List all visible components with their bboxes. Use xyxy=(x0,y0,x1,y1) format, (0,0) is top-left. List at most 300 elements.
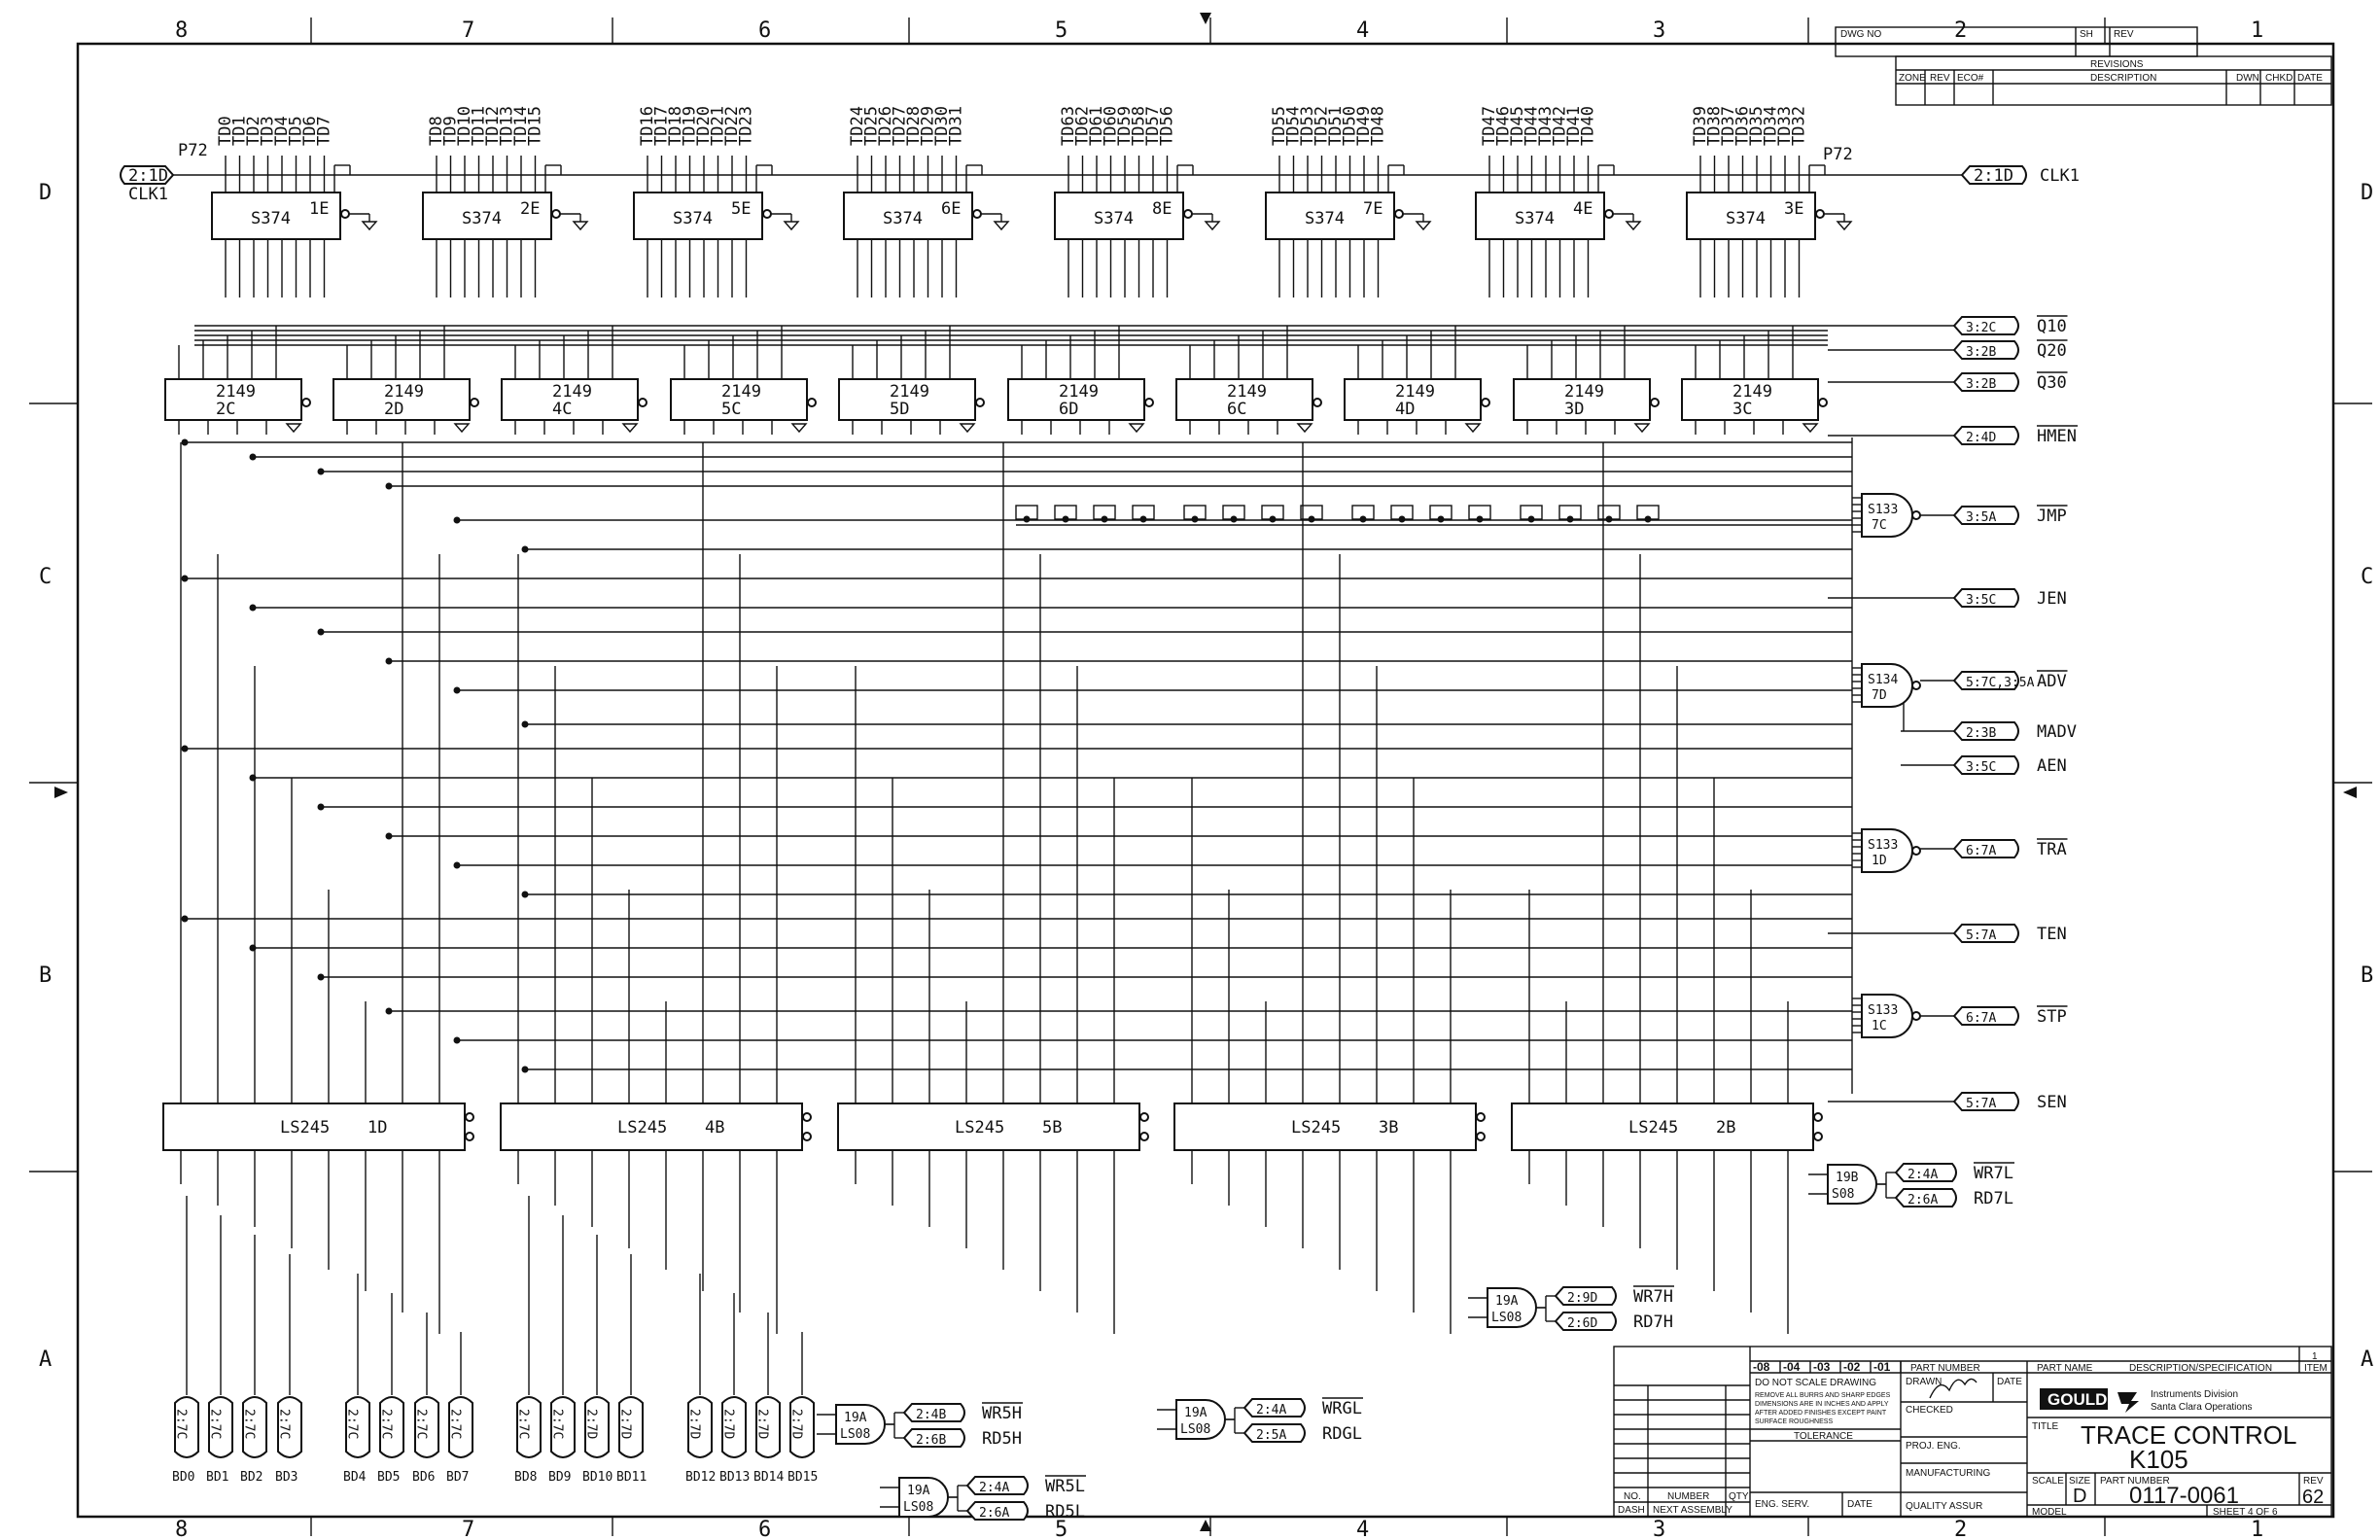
latch-input-label: TD14 xyxy=(511,106,531,146)
offpage-signal-name: STP xyxy=(2037,1007,2067,1027)
junction-dot xyxy=(454,517,461,524)
next-assembly-label: NEXT ASSEMBLY xyxy=(1653,1505,1732,1516)
latch-input-label: TD57 xyxy=(1143,106,1163,146)
quality-label: QUALITY ASSUR xyxy=(1906,1501,1983,1512)
ram-ce-bubble xyxy=(1651,399,1659,406)
gate-ref: 19A xyxy=(1184,1406,1208,1420)
decode-ref: 2:6A xyxy=(979,1506,1010,1521)
rev-label-2: REV xyxy=(2303,1476,2324,1487)
zone-col-bottom: 4 xyxy=(1356,1518,1370,1540)
latch-input-label: TD48 xyxy=(1368,106,1388,146)
gate-dev: LS08 xyxy=(903,1500,934,1515)
offpage-signal-name: AEN xyxy=(2037,756,2067,776)
ground-symbol xyxy=(1838,222,1851,229)
latch-input-label: TD37 xyxy=(1719,106,1738,146)
latch-input-label: TD2 xyxy=(244,116,263,146)
zone-col-bottom: 7 xyxy=(462,1518,475,1540)
latch-input-label: TD49 xyxy=(1354,106,1374,146)
rev-col-header: DESCRIPTION xyxy=(2090,73,2157,84)
bus-signal-name: BD2 xyxy=(240,1470,263,1485)
zone-col-top: 6 xyxy=(758,18,772,43)
latch-input-label: TD17 xyxy=(651,106,672,146)
gate-bubble xyxy=(1912,847,1920,855)
latch-type: S374 xyxy=(673,209,713,228)
bus-signal-name: BD5 xyxy=(377,1470,401,1485)
decode-ref: 2:6D xyxy=(1567,1316,1598,1331)
bus-signal-name: BD13 xyxy=(719,1470,751,1485)
bus-ref: 2:7C xyxy=(207,1409,223,1440)
zone-grid xyxy=(29,13,2373,1540)
latch-input-label: TD35 xyxy=(1747,106,1767,146)
latch-input-label: TD5 xyxy=(286,116,306,146)
do-not-scale: DO NOT SCALE DRAWING xyxy=(1755,1378,1877,1388)
junction-dot xyxy=(522,721,529,728)
item-label: ITEM xyxy=(2304,1363,2328,1374)
latch-oe-bubble xyxy=(763,210,771,218)
sh-label: SH xyxy=(2080,29,2093,40)
latch-input-label: TD36 xyxy=(1732,106,1753,146)
zone-col-bottom: 3 xyxy=(1653,1518,1666,1540)
latch-input-label: TD45 xyxy=(1508,106,1527,146)
qty-label: QTY xyxy=(1729,1491,1749,1502)
bus-signal-name: BD7 xyxy=(446,1470,470,1485)
sheet-border xyxy=(78,44,2333,1517)
company-name: GOULD xyxy=(2048,1390,2108,1409)
offpage-signal-name: JEN xyxy=(2037,589,2067,609)
latch-input-label: TD40 xyxy=(1578,106,1598,146)
decode-ref: 2:4A xyxy=(979,1481,1010,1495)
gate-loc: 1C xyxy=(1872,1019,1887,1033)
latch-input-label: TD41 xyxy=(1564,106,1584,146)
bus-signal-name: BD1 xyxy=(206,1470,229,1485)
latch-input-label: TD58 xyxy=(1129,106,1149,146)
zone-row-left: D xyxy=(39,181,52,205)
latch-input-label: TD32 xyxy=(1789,106,1809,146)
ram-ce-bubble xyxy=(1313,399,1321,406)
decode-signal: RD7H xyxy=(1633,1312,1673,1332)
latch-input-label: TD55 xyxy=(1270,106,1289,146)
junction-dot xyxy=(182,746,189,752)
offpage-signal-name: Q30 xyxy=(2037,373,2067,393)
latch-loc: 4E xyxy=(1573,199,1593,219)
latch-input-label: TD23 xyxy=(736,106,756,146)
rev-value: 62 xyxy=(2302,1487,2325,1508)
ram-type: 2149 xyxy=(1564,382,1604,402)
junction-dot xyxy=(250,454,257,461)
ram-type: 2149 xyxy=(890,382,929,402)
buffer-loc: 4B xyxy=(705,1118,725,1138)
eng-serv-date-label: DATE xyxy=(1847,1499,1872,1510)
ram-loc: 4D xyxy=(1395,400,1416,419)
size-value: D xyxy=(2073,1486,2087,1507)
bus-signal-name: BD11 xyxy=(616,1470,648,1485)
ram-loc: 4C xyxy=(552,400,573,419)
latch-oe-bubble xyxy=(341,210,349,218)
latch-input-label: TD27 xyxy=(890,106,910,146)
rev-col-header: REV xyxy=(1930,73,1950,84)
latch-input-label: TD51 xyxy=(1326,106,1346,146)
latch-input-label: TD11 xyxy=(469,106,489,146)
offpage-ref: 5:7C,3:5A xyxy=(1966,676,2035,690)
latch-input-label: TD44 xyxy=(1522,106,1542,146)
junction-dot xyxy=(318,629,325,636)
bus-ref: 2:7C xyxy=(276,1409,292,1440)
ram-loc: 3D xyxy=(1564,400,1585,419)
latch-input-label: TD1 xyxy=(229,116,250,146)
title-label: TITLE xyxy=(2032,1421,2059,1432)
drawing-title-line1: TRACE CONTROL xyxy=(2081,1420,2297,1450)
junction-dot xyxy=(454,862,461,869)
buffer-loc: 5B xyxy=(1042,1118,1063,1138)
bus-ref: 2:7C xyxy=(241,1409,257,1440)
junction-dot xyxy=(522,546,529,553)
decode-ref: 2:4A xyxy=(1256,1403,1287,1418)
zone-col-top: 1 xyxy=(2251,18,2264,43)
gate-bubble xyxy=(1912,1012,1920,1020)
wiring xyxy=(173,156,1962,1511)
offpage-signal-name: SEN xyxy=(2037,1093,2067,1112)
gate-ref: 19A xyxy=(1495,1294,1519,1309)
decode-signal: RD7L xyxy=(1974,1189,2013,1208)
zone-col-bottom: 8 xyxy=(175,1518,189,1540)
gate-type: S133 xyxy=(1868,1003,1899,1018)
ram-type: 2149 xyxy=(1227,382,1267,402)
gate-type: S133 xyxy=(1868,838,1899,853)
proj-eng-label: PROJ. ENG. xyxy=(1906,1441,1961,1452)
clk-output-pin: P72 xyxy=(1823,145,1853,164)
latch-input-label: TD0 xyxy=(216,116,235,146)
bus-ref: 2:7D xyxy=(788,1409,804,1440)
rev-col-header: ZONE xyxy=(1899,73,1926,84)
latch-input-label: TD33 xyxy=(1775,106,1795,146)
latch-oe-bubble xyxy=(1395,210,1403,218)
bus-signal-name: BD9 xyxy=(548,1470,572,1485)
latch-loc: 2E xyxy=(520,199,541,219)
zone-row-right: C xyxy=(2361,565,2374,589)
note-line: SURFACE ROUGHNESS xyxy=(1755,1418,1834,1425)
buffer-type: LS245 xyxy=(955,1118,1005,1138)
latch-input-label: TD29 xyxy=(918,106,938,146)
gate-ref: 19A xyxy=(844,1411,867,1425)
latch-type: S374 xyxy=(1726,209,1766,228)
bus-signal-name: BD14 xyxy=(753,1470,785,1485)
offpage-ref: 6:7A xyxy=(1966,844,1997,858)
manufacturing-label: MANUFACTURING xyxy=(1906,1468,1991,1479)
zone-row-right: B xyxy=(2361,963,2374,988)
bus-signal-name: BD0 xyxy=(172,1470,195,1485)
ram-ce-bubble xyxy=(302,399,310,406)
tolerance-label: TOLERANCE xyxy=(1794,1431,1853,1442)
bus-ref: 2:7C xyxy=(413,1409,429,1440)
bus-ref: 2:7C xyxy=(447,1409,463,1440)
ram-loc: 3C xyxy=(1732,400,1753,419)
ram-loc: 6C xyxy=(1227,400,1247,419)
ram-loc: 2C xyxy=(216,400,236,419)
ram-type: 2149 xyxy=(384,382,424,402)
bus-ref: 2:7D xyxy=(583,1409,599,1440)
drawn-date-label: DATE xyxy=(1997,1377,2022,1387)
latch-input-label: TD6 xyxy=(300,116,320,146)
junction-dot xyxy=(386,483,393,490)
location-text: Santa Clara Operations xyxy=(2151,1402,2253,1413)
offpage-signal-name: Q20 xyxy=(2037,341,2067,361)
latch-input-label: TD21 xyxy=(708,106,728,146)
junction-dot xyxy=(454,1037,461,1044)
gate-ref: 19B xyxy=(1836,1171,1859,1185)
center-arrow-bottom xyxy=(1200,1520,1211,1531)
zone-row-left: C xyxy=(39,565,52,589)
model-label: MODEL xyxy=(2032,1507,2067,1518)
latch-input-label: TD54 xyxy=(1283,106,1304,146)
no-label: NO. xyxy=(1624,1491,1641,1502)
bus-signal-name: BD8 xyxy=(514,1470,538,1485)
clk-input-name: CLK1 xyxy=(128,185,168,204)
latch-input-label: TD59 xyxy=(1115,106,1135,146)
rev-col-header: DATE xyxy=(2297,73,2323,84)
ram-loc: 5D xyxy=(890,400,910,419)
latch-input-label: TD12 xyxy=(483,106,503,146)
center-arrow-top xyxy=(1200,13,1211,24)
gate-bubble xyxy=(1912,511,1920,519)
ram-type: 2149 xyxy=(1732,382,1772,402)
ground-symbol xyxy=(785,222,798,229)
decode-ref: 2:5A xyxy=(1256,1428,1287,1443)
buffer-oe-bubble xyxy=(1140,1133,1148,1140)
gate-type: S134 xyxy=(1868,673,1899,687)
offpage-signal-name: ADV xyxy=(2037,672,2067,691)
ram-loc: 2D xyxy=(384,400,404,419)
ram-loc: 5C xyxy=(721,400,742,419)
ground-symbol xyxy=(623,424,637,432)
bus-ref: 2:7D xyxy=(754,1409,770,1440)
offpage-ref: 2:4D xyxy=(1966,431,1997,445)
dash-number: -02 xyxy=(1843,1360,1861,1374)
latch-input-label: TD25 xyxy=(861,106,882,146)
buffer-dir-bubble xyxy=(1477,1113,1485,1121)
latch-input-label: TD24 xyxy=(848,106,867,146)
ground-symbol xyxy=(455,424,469,432)
gould-logo-mark xyxy=(2118,1392,2139,1413)
junction-dot xyxy=(250,775,257,782)
latch-input-label: TD4 xyxy=(272,116,292,146)
ground-symbol xyxy=(1803,424,1817,432)
gate-ref: 19A xyxy=(907,1484,930,1498)
zone-col-top: 8 xyxy=(175,18,189,43)
drawn-label: DRAWN xyxy=(1906,1377,1942,1387)
rev-label: REV xyxy=(2114,29,2134,40)
buffer-type: LS245 xyxy=(280,1118,331,1138)
revisions-header: REVISIONS xyxy=(2090,59,2144,70)
zone-col-top: 4 xyxy=(1356,18,1370,43)
bus-signal-name: BD15 xyxy=(788,1470,819,1485)
latch-type: S374 xyxy=(251,209,291,228)
zone-row-left: B xyxy=(39,963,52,988)
decode-signal: WR7H xyxy=(1633,1287,1673,1307)
dash-number: -01 xyxy=(1873,1360,1891,1374)
part-number-label-2: PART NUMBER xyxy=(2100,1476,2170,1487)
latch-input-label: TD52 xyxy=(1312,106,1332,146)
decode-signal: WR5H xyxy=(982,1404,1022,1423)
offpage-ref: 3:5C xyxy=(1966,593,1997,608)
clk-input-ref: 2:1D xyxy=(128,166,168,186)
latch-oe-bubble xyxy=(1816,210,1824,218)
part-number-label: PART NUMBER xyxy=(1910,1363,1980,1374)
junction-dot xyxy=(386,1008,393,1015)
bus-signal-name: BD12 xyxy=(685,1470,717,1485)
bus-signal-name: BD4 xyxy=(343,1470,367,1485)
latch-type: S374 xyxy=(883,209,923,228)
note-line: AFTER ADDED FINISHES EXCEPT PAINT xyxy=(1755,1410,1887,1417)
junction-dot xyxy=(250,945,257,952)
junction-dot xyxy=(454,687,461,694)
size-label: SIZE xyxy=(2069,1476,2091,1487)
latch-loc: 1E xyxy=(309,199,330,219)
ram-loc: 6D xyxy=(1059,400,1079,419)
ram-type: 2149 xyxy=(1395,382,1435,402)
latch-input-label: TD34 xyxy=(1761,106,1781,146)
offpage-signal-name: TRA xyxy=(2037,840,2067,859)
ram-ce-bubble xyxy=(639,399,647,406)
latch-type: S374 xyxy=(1305,209,1345,228)
latch-input-label: TD10 xyxy=(455,106,474,146)
latch-loc: 6E xyxy=(941,199,962,219)
zone-col-bottom: 5 xyxy=(1055,1518,1068,1540)
checked-label: CHECKED xyxy=(1906,1405,1953,1416)
zone-col-bottom: 1 xyxy=(2251,1518,2264,1540)
latch-input-label: TD56 xyxy=(1157,106,1177,146)
desc-spec-label: DESCRIPTION/SPECIFICATION xyxy=(2129,1363,2273,1374)
ram-ce-bubble xyxy=(1482,399,1489,406)
junction-dot xyxy=(250,605,257,612)
decode-ref: 2:4A xyxy=(1908,1168,1939,1182)
latch-type: S374 xyxy=(1515,209,1555,228)
offpage-ref: 5:7A xyxy=(1966,928,1997,943)
latch-input-label: TD9 xyxy=(440,116,461,146)
junction-dot xyxy=(386,658,393,665)
ram-ce-bubble xyxy=(471,399,478,406)
bus-ref: 2:7D xyxy=(617,1409,633,1440)
latch-input-label: TD15 xyxy=(525,106,545,146)
clk-output-name: CLK1 xyxy=(2040,166,2080,186)
gate-loc: 7C xyxy=(1872,518,1887,533)
ground-symbol xyxy=(995,222,1008,229)
ram-ce-bubble xyxy=(1145,399,1153,406)
junction-dot xyxy=(522,1067,529,1073)
junction-dot xyxy=(386,833,393,840)
latch-input-label: TD39 xyxy=(1691,106,1710,146)
zone-col-top: 5 xyxy=(1055,18,1068,43)
ground-symbol xyxy=(1627,222,1640,229)
zone-row-right: A xyxy=(2361,1348,2374,1372)
latch-loc: 5E xyxy=(731,199,752,219)
clk-input-connector xyxy=(121,141,208,204)
latch-input-label: TD31 xyxy=(946,106,966,146)
buffer-oe-bubble xyxy=(466,1133,473,1140)
latch-input-label: TD20 xyxy=(694,106,714,146)
zone-row-right: D xyxy=(2361,181,2374,205)
junction-dot xyxy=(182,576,189,582)
latch-loc: 8E xyxy=(1152,199,1172,219)
part-number-value: 0117-0061 xyxy=(2129,1483,2239,1509)
junction-dot xyxy=(318,469,325,475)
latch-input-label: TD16 xyxy=(638,106,657,146)
dash-number: -03 xyxy=(1813,1360,1831,1374)
latch-input-label: TD26 xyxy=(876,106,895,146)
buffer-loc: 3B xyxy=(1379,1118,1399,1138)
zone-col-top: 7 xyxy=(462,18,475,43)
offpage-ref: 5:7A xyxy=(1966,1097,1997,1111)
decode-signal: RD5H xyxy=(982,1429,1022,1449)
decode-signal: WR5L xyxy=(1045,1477,1085,1496)
offpage-ref: 3:2C xyxy=(1966,321,1997,335)
junction-dot xyxy=(318,974,325,981)
decode-ref: 2:4B xyxy=(916,1408,947,1422)
buffer-dir-bubble xyxy=(1140,1113,1148,1121)
latch-oe-bubble xyxy=(1605,210,1613,218)
center-arrow-left xyxy=(54,787,68,798)
latch-input-label: TD30 xyxy=(932,106,952,146)
ram-type: 2149 xyxy=(721,382,761,402)
gate-bubble xyxy=(1912,682,1920,689)
decode-signal: RDGL xyxy=(1322,1424,1362,1444)
dash-number: -04 xyxy=(1783,1360,1801,1374)
junction-dot xyxy=(182,439,189,446)
note-line: DIMENSIONS ARE IN INCHES AND APPLY xyxy=(1755,1401,1889,1408)
rev-col-header: DWN xyxy=(2236,73,2259,84)
part-name-label: PART NAME xyxy=(2037,1363,2093,1374)
decode-signal: WRGL xyxy=(1322,1399,1362,1418)
latch-input-label: TD7 xyxy=(314,116,334,146)
ground-symbol xyxy=(1206,222,1219,229)
clk-output-ref: 2:1D xyxy=(1974,166,2013,186)
scale-label: SCALE xyxy=(2032,1476,2064,1487)
buffer-dir-bubble xyxy=(803,1113,811,1121)
offpage-ref: 6:7A xyxy=(1966,1011,1997,1026)
dash-number: -08 xyxy=(1753,1360,1770,1374)
bus-signal-name: BD6 xyxy=(412,1470,436,1485)
bus-ref: 2:7C xyxy=(173,1409,189,1440)
latch-input-label: TD19 xyxy=(680,106,700,146)
buffer-loc: 2B xyxy=(1716,1118,1736,1138)
gate-dev: LS08 xyxy=(840,1427,871,1442)
note-line: REMOVE ALL BURRS AND SHARP EDGES xyxy=(1755,1392,1891,1399)
zone-col-bottom: 6 xyxy=(758,1518,772,1540)
latch-input-label: TD42 xyxy=(1550,106,1570,146)
latch-input-label: TD50 xyxy=(1340,106,1360,146)
clk-input-pin: P72 xyxy=(178,141,208,160)
gate-dev: LS08 xyxy=(1180,1422,1211,1437)
zone-col-top: 2 xyxy=(1954,18,1968,43)
latch-input-label: TD46 xyxy=(1493,106,1514,146)
buffer-type: LS245 xyxy=(1628,1118,1679,1138)
item-value: 1 xyxy=(2312,1351,2318,1362)
zone-row-left: A xyxy=(39,1348,52,1372)
buffer-loc: 1D xyxy=(368,1118,388,1138)
gate-dev: LS08 xyxy=(1491,1311,1522,1325)
ground-symbol xyxy=(363,222,376,229)
decode-signal: RD5L xyxy=(1045,1502,1085,1522)
latch-loc: 3E xyxy=(1784,199,1804,219)
dash-label: DASH xyxy=(1618,1505,1645,1516)
ram-type: 2149 xyxy=(552,382,592,402)
gate-type: S133 xyxy=(1868,503,1899,517)
buffer-dir-bubble xyxy=(1814,1113,1822,1121)
sheet-text: SHEET 4 OF 6 xyxy=(2213,1507,2278,1518)
decode-ref: 2:6A xyxy=(1908,1193,1939,1208)
latch-input-label: TD38 xyxy=(1704,106,1725,146)
ground-symbol xyxy=(961,424,974,432)
zone-col-bottom: 2 xyxy=(1954,1518,1968,1540)
